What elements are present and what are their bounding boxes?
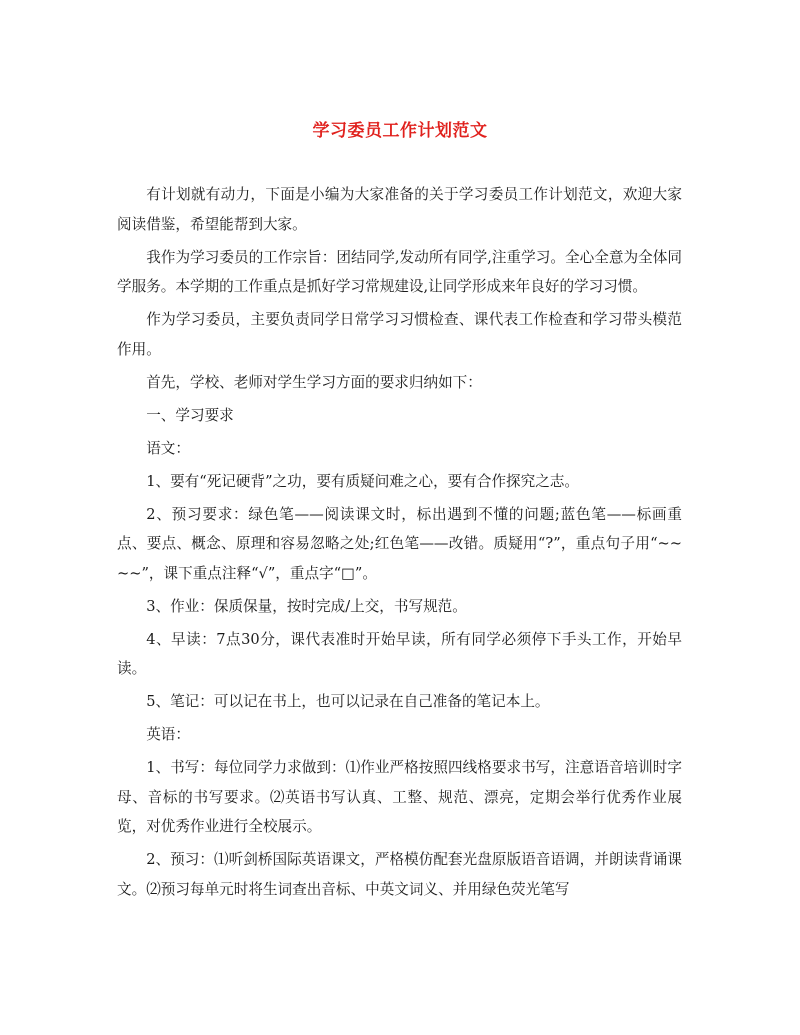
list-item: 1、书写：每位同学力求做到：⑴作业严格按照四线格要求书写，注意语音培训时字母、音标的书写要求。⑵英语书写认真、工整、规范、漂亮，定期会举行优秀作业展览，对优秀作业进行全校展示。	[117, 759, 682, 835]
list-item: 3、作业：保质保量，按时完成/上交，书写规范。	[146, 597, 467, 615]
list-item: 4、早读：7点30分，课代表准时开始早读，所有同学必须停下手头工作，开始早读。	[117, 630, 682, 677]
list-item: 2、预习：⑴听剑桥国际英语课文，严格模仿配套光盘原版语音语调，并朗读背诵课文。⑵预习每单元时将生词查出音标、中英文词义、并用绿色荧光笔写	[117, 851, 682, 898]
section-heading: 一、学习要求	[146, 406, 234, 424]
paragraph: 有计划就有动力，下面是小编为大家准备的关于学习委员工作计划范文，欢迎大家阅读借鉴，希望能帮到大家。	[117, 186, 682, 233]
paragraph: 作为学习委员，主要负责同学日常学习习惯检查、课代表工作检查和学习带头模范作用。	[117, 311, 682, 358]
paragraph: 我作为学习委员的工作宗旨：团结同学,发动所有同学,注重学习。全心全意为全体同学服务。本学期的工作重点是抓好学习常规建设,让同学形成来年良好的学习习惯。	[117, 248, 682, 295]
subsection-heading: 英语：	[146, 726, 190, 743]
list-item: 1、要有“死记硬背”之功，要有质疑问难之心，要有合作探究之志。	[146, 472, 580, 490]
list-item: 5、笔记：可以记在书上，也可以记录在自己准备的笔记本上。	[146, 693, 550, 710]
paragraph: 首先，学校、老师对学生学习方面的要求归纳如下：	[146, 373, 482, 391]
list-item: 2、预习要求：绿色笔——阅读课文时，标出遇到不懂的问题;蓝色笔——标画重点、要点、概念、原理和容易忽略之处;红色笔——改错。质疑用“?”，重点句子用“~~~~”，课下重点注释“√”，重点字“□”。	[117, 505, 682, 582]
subsection-heading: 语文：	[146, 439, 190, 457]
document-body	[117, 180, 682, 908]
document-title: 学习委员工作计划范文	[312, 121, 488, 141]
